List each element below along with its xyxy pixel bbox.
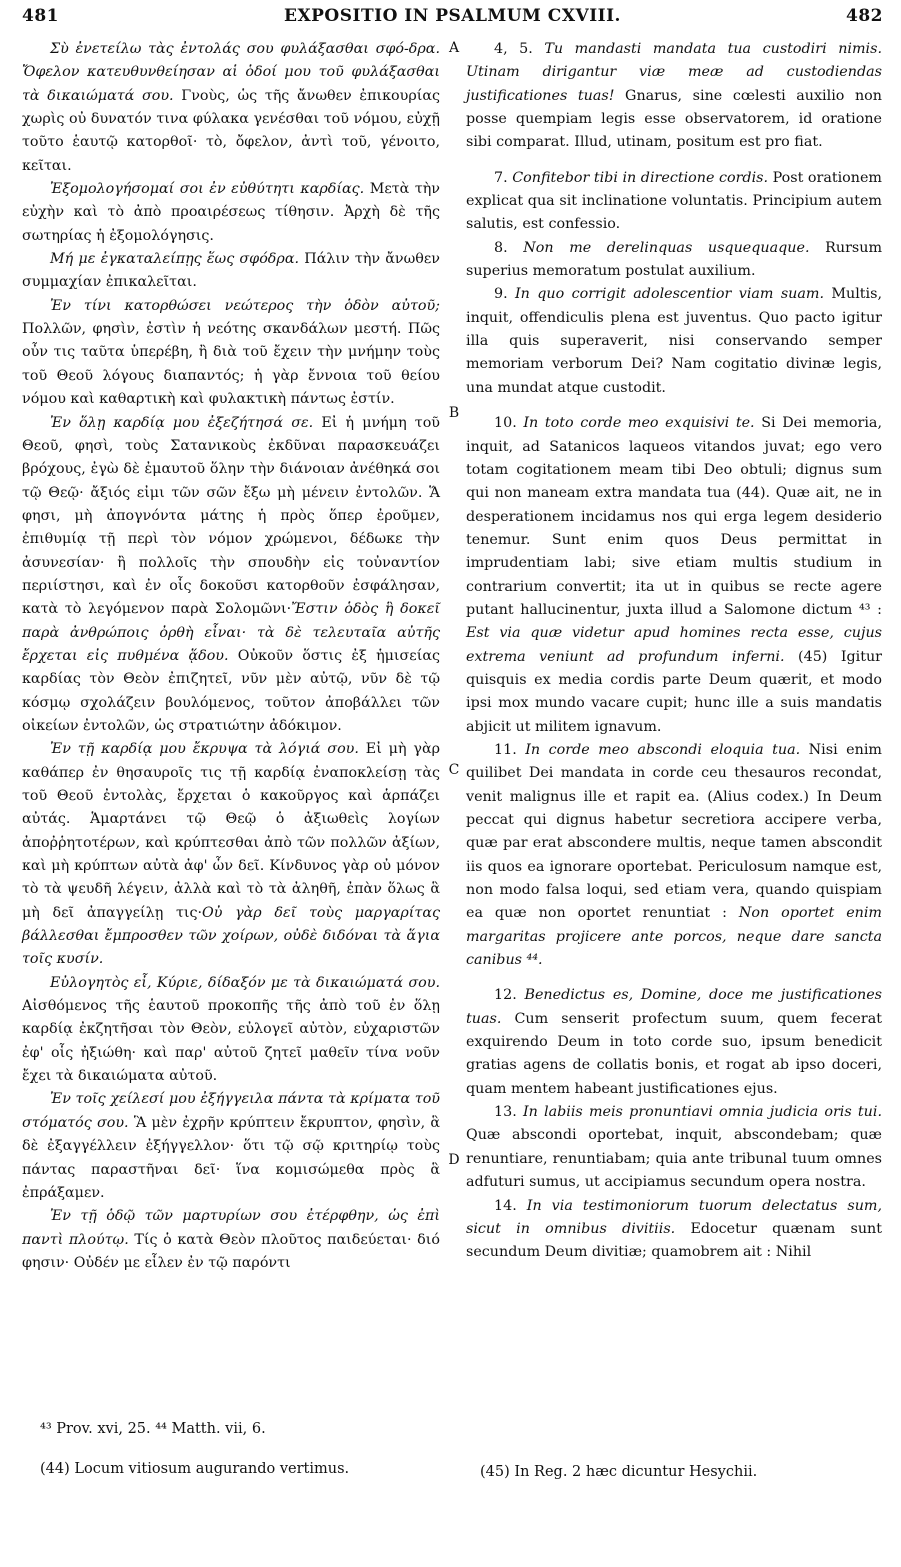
latin-commentary: Post orationem explicat qua sit inclinatione voluntatis. Principium autem salutis, est confessio. — [466, 169, 882, 233]
verse-number: 4, 5. — [494, 41, 533, 57]
verse-number: 7. — [494, 169, 508, 186]
latin-lemma: In quo corrigit adolescentior viam suam. — [515, 286, 825, 303]
greek-column — [22, 38, 440, 1275]
greek-commentary: Πολλῶν, φησὶν, ἐστὶν ἡ νεότης σκανδάλων μεστή. Πῶς οὖν τις ταῦτα ὑπερέβη, ἢ διὰ τοῦ ἔχειν τὴν μνήμην τοὺς τοῦ Θεοῦ λόγους διαπαντός; ἡ γὰρ ἔννοια τοῦ θείου νόμου καὶ καθαρτικὴ καὶ φυλακτικὴ πάντως ἐστίν. — [22, 321, 440, 408]
greek-paragraph — [22, 1205, 440, 1275]
footnote-greek-note: (44) Locum vitiosum augurando vertimus. — [40, 1461, 350, 1477]
latin-commentary: Rursum superius memoratum postulat auxilium. — [466, 239, 883, 280]
greek-paragraph — [22, 38, 440, 178]
greek-commentary: Πάλιν τὴν ἄνωθεν συμμαχίαν ἐπικαλεῖται. — [22, 251, 440, 291]
latin-commentary: Cum senserit profectum suum, quem fecerat exquirendo Deum in toto corde suo, ipsum benedicit gratias agens de collatis bonis, et rogat ab ipso doceri, quam mentem habeant justificationes ejus. — [466, 1010, 882, 1097]
greek-commentary: Εἰ μὴ γὰρ καθάπερ ἐν θησαυροῖς τις τῇ καρδίᾳ ἐναποκλείσῃ τὰς τοῦ Θεοῦ ἐντολὰς, ἔρχεται ὁ κακοῦργος καὶ ἁρπάζει αὐτάς. Ἁμαρτάνει τῷ Θεῷ ὁ ἀξιωθεὶς λογίων ἀποῤῥητοτέρων, καὶ κρύπτεσθαι ἀπὸ τῶν πολλῶν ἀξίων, καὶ μὴ κρύπτων αὐτὰ ἀφ' ὧν δεῖ. Κίνδυνος γὰρ οὐ μόνον τὸ τὰ ψευδῆ λέγειν, ἀλλὰ καὶ τὸ τὰ ἀληθῆ, ἐπὰν ὅλως ἃ μὴ δεῖ ἀπαγγείλῃ τις· — [22, 741, 441, 921]
latin-commentary: Nisi enim quilibet Dei mandata in corde ceu thesauros recondat, venit malignus ille et rapit ea. (Alius codex.) In Deum peccat qui dignus habetur secretiora accipere verba, quæ par erat abscondere multis, neque tamen abscondit iis quos ea ignorare oportebat. Periculosum namque est, non modo falsa loqui, sed etiam vera, quando quispiam ea quæ non oportet renuntiat : — [466, 741, 882, 922]
latin-commentary: Gnarus, sine cœlesti auxilio non posse quempiam legis esse observatorem, id oratione sibi comparat. Illud, utinam, positum est pro fiat. — [466, 87, 882, 151]
latin-paragraph — [466, 984, 882, 1101]
latin-paragraph — [466, 739, 882, 972]
greek-commentary: Μετὰ τὴν εὐχὴν καὶ τὸ ἀπὸ προαιρέσεως τίθησιν. Ἀρχὴ δὲ τῆς σωτηρίας ἡ ἐξομολόγησις. — [22, 181, 440, 244]
latin-paragraph — [466, 412, 882, 739]
greek-paragraph — [22, 412, 440, 739]
latin-lemma: Non me derelinquas usquequaque. — [523, 239, 810, 256]
greek-lemma: Ἐξομολογήσομαί σοι ἐν εὐθύτητι καρδίας. — [50, 181, 365, 198]
greek-lemma: Μή με ἐγκαταλείπῃς ἕως σφόδρα. — [50, 251, 300, 268]
greek-quotation: Οὐ γὰρ δεῖ τοὺς μαργαρίτας βάλλεσθαι ἔμπροσθεν τῶν χοίρων, οὐδὲ διδόναι τὰ ἅγια τοῖς κυσίν. — [22, 904, 440, 968]
greek-paragraph — [22, 1088, 440, 1205]
margin-marker-d: D — [448, 1152, 460, 1168]
greek-lemma: Ἐν τῇ καρδίᾳ μου ἔκρυψα τὰ λόγιά σου. — [50, 741, 359, 758]
latin-lemma: Tu mandasti mandata tua custodiri nimis. Utinam dirigantur viæ meæ ad custodiendas justificationes tuas! — [466, 41, 882, 104]
greek-lemma: Σὺ ἐνετείλω τὰς ἐντολάς σου φυλάξασθαι σφό-δρα. Ὄφελον κατευθυνθείησαν αἱ ὁδοί μου τοῦ φυλάξασθαι τὰ δικαιώματά σου. — [22, 41, 440, 104]
margin-marker-c: C — [448, 762, 460, 778]
latin-quotation: Non oportet enim margaritas projicere ante porcos, neque dare sancta canibus ⁴⁴. — [466, 905, 882, 969]
greek-commentary: Γνοὺς, ὡς τῆς ἄνωθεν ἐπικουρίας χωρὶς οὐ δυνατόν τινα φύλακα γενέσθαι τοῦ νόμου, εὐχῇ τοῦτο ἑαυτῷ κατορθοῖ· τὸ, ὄφελον, ἀντὶ τοῦ, γένοιτο, κεῖται. — [22, 87, 440, 174]
greek-commentary: Τίς ὁ κατὰ Θεὸν πλοῦτος παιδεύεται· διό φησιν· Οὐδέν με εἷλεν ἐν τῷ παρόντι — [22, 1231, 441, 1271]
greek-paragraph — [22, 972, 440, 1089]
greek-paragraph — [22, 295, 440, 412]
latin-commentary: Multis, inquit, offendiculis plena est juventus. Quo pacto igitur illa quis superaverit, nisi conservando semper memoriam verborum Dei? Nam cogitatio divinæ legis, una mundat atque custodit. — [466, 286, 883, 396]
latin-quotation: Est via quæ videtur apud homines recta esse, cujus extrema veniunt ad profundum inferni. — [466, 625, 882, 665]
verse-number: 13. — [494, 1104, 517, 1121]
verse-number: 9. — [494, 286, 508, 303]
verse-number: 11. — [494, 741, 517, 758]
footnotes-left — [40, 1418, 440, 1480]
greek-commentary: Αἰσθόμενος τῆς ἑαυτοῦ προκοπῆς τῆς ἀπὸ τοῦ ἐν ὅλῃ καρδίᾳ ἐκζητῆσαι τὸν Θεὸν, εὐλογεῖ αὐτὸν, εὐχαριστῶν ἐφ' οἷς ἠξιώθη· καὶ παρ' αὐτοῦ ζητεῖ μαθεῖν τίνα νοῦν ἔχει τὰ δικαιώματα αὐτοῦ. — [22, 998, 440, 1085]
latin-lemma: Benedictus es, Domine, doce me justificationes tuas. — [466, 987, 882, 1027]
greek-lemma: Ἐν ὅλῃ καρδίᾳ μου ἐξεζήτησά σε. — [50, 414, 314, 431]
margin-marker-a: A — [448, 40, 460, 56]
latin-lemma: Confitebor tibi in directione cordis. — [512, 169, 769, 186]
running-title: EXPOSITIO IN PSALMUM CXVIII. — [284, 6, 621, 26]
greek-commentary: Ἃ μὲν ἐχρῆν κρύπτειν ἔκρυπτον, φησὶν, ἃ δὲ ἐξαγγέλλειν ἐξήγγελλον· ὅτι τῷ σῷ κριτηρίῳ τοὺς πάντας παραστῆναι δεῖ· ἵνα κομισώμεθα πρὸς ἃ ἐπράξαμεν. — [22, 1114, 441, 1201]
greek-paragraph — [22, 248, 440, 295]
page-number-left: 481 — [22, 6, 59, 26]
greek-commentary: Οὐκοῦν ὅστις ἐξ ἡμισείας καρδίας τὸν Θεὸν ἐπιζητεῖ, νῦν μὲν αὐτῷ, νῦν δὲ τῷ κόσμῳ σχολάζειν βουλόμενος, τοῦτον ἀποβάλλει τῶν οἰκείων ἐντολῶν, ὡς στρατιώτην ἀδόκιμον. — [22, 647, 440, 734]
latin-commentary: Edocetur quænam sunt secundum Deum divitiæ; quamobrem ait : Nihil — [466, 1220, 882, 1261]
latin-paragraph — [466, 38, 882, 155]
greek-lemma: Ἐν τῇ ὁδῷ τῶν μαρτυρίων σου ἐτέρφθην, ὡς ἐπὶ παντὶ πλούτῳ. — [22, 1208, 440, 1248]
latin-lemma: In corde meo abscondi eloquia tua. — [525, 741, 801, 758]
greek-paragraph — [22, 738, 440, 971]
latin-commentary: Si Dei memoria, inquit, ad Satanicos laqueos vitandos juvat; ego vero totam cogitationem meam tibi Deo obtuli; dignus sum qui non maneam extra mandata tua (44). Quæ ait, ne in desperationem incidamus nos qui erga legem desiderio tenemur. Sunt enim quos Deus permittat in imprudentiam labi; sive etiam multis studium in contrarium convertit; ita ut in quibus se recte agere putant hallucinentur, juxta illud a Salomone dictum ⁴³ : — [466, 415, 882, 618]
greek-lemma: Ἐν τοῖς χείλεσί μου ἐξήγγειλα πάντα τὰ κρίματα τοῦ στόματός σου. — [22, 1091, 440, 1131]
verse-number: 8. — [494, 239, 508, 256]
latin-paragraph — [466, 237, 882, 284]
footnote-sources: ⁴³ Prov. xvi, 25. ⁴⁴ Matth. vii, 6. — [40, 1421, 266, 1437]
latin-paragraph — [466, 283, 882, 400]
latin-lemma: In labiis meis pronuntiavi omnia judicia oris tui. — [522, 1104, 882, 1121]
running-head — [22, 6, 883, 30]
page-number-right: 482 — [846, 6, 883, 26]
footnotes-right — [480, 1461, 880, 1483]
greek-lemma: Ἐν τίνι κατορθώσει νεώτερος τὴν ὁδὸν αὐτοῦ; — [50, 297, 440, 314]
margin-marker-b: B — [448, 405, 460, 421]
verse-number: 10. — [494, 415, 517, 432]
latin-lemma: In via testimoniorum tuorum delectatus sum, sicut in omnibus divitiis. — [466, 1197, 883, 1237]
latin-commentary: Quæ abscondi oportebat, inquit, abscondebam; quæ renuntiare, renuntiabam; quia ante tribunal tuum omnes adfuturi sumus, ut accipiamus secundum opera nostra. — [466, 1127, 882, 1191]
latin-paragraph — [466, 1101, 882, 1194]
latin-column — [466, 38, 882, 1265]
footnote-latin-note: (45) In Reg. 2 hæc dicuntur Hesychii. — [480, 1464, 758, 1480]
latin-commentary: (45) Igitur quisquis ex media cordis parte Deum quærit, et modo ipsi mox mundo vacare cupit; hunc ille a suis mandatis abjicit ut militem ignavum. — [466, 648, 882, 735]
greek-paragraph — [22, 178, 440, 248]
verse-number: 14. — [494, 1197, 517, 1214]
verse-number: 12. — [494, 987, 517, 1004]
greek-quotation: Ἔστιν ὁδὸς ἣ δοκεῖ παρὰ ἀνθρώποις ὀρθὴ εἶναι· τὰ δὲ τελευταῖα αὐτῆς ἔρχεται εἰς πυθμένα ᾅδου. — [22, 601, 440, 664]
latin-lemma: In toto corde meo exquisivi te. — [523, 415, 755, 432]
latin-paragraph — [466, 167, 882, 237]
latin-paragraph — [466, 1195, 882, 1265]
greek-lemma: Εὐλογητὸς εἶ, Κύριε, δίδαξόν με τὰ δικαιώματά σου. — [50, 974, 440, 991]
greek-commentary: Εἰ ἡ μνήμη τοῦ Θεοῦ, φησὶ, τοὺς Σατανικοὺς ἐκδῦναι παρασκευάζει βρόχους, ἐγὼ δὲ ἐμαυτοῦ ὅλην τὴν διάνοιαν ἀνέθηκά σοι τῷ Θεῷ· ἄξιός εἰμι τῶν σῶν ἔξω μὴ μένειν ἐντολῶν. Ἅ φησι, μὴ ἀπογνόντα μάτης ἡ πρὸς ὅπερ ἐροῦμεν, ἐπιθυμίᾳ τῇ περὶ τὸν νόμον χρώμενοι, δέδωκε τὴν ἀσυνεσίαν· ἢ πολλοῖς τὴν σπουδὴν εἰς τοὐναντίον περιίστησι, καὶ ἐν οἷς δοκοῦσι κατορθοῦν ἐσφάλησαν, κατὰ τὸ λεγόμενον παρὰ Σολομῶνι· — [22, 414, 440, 618]
